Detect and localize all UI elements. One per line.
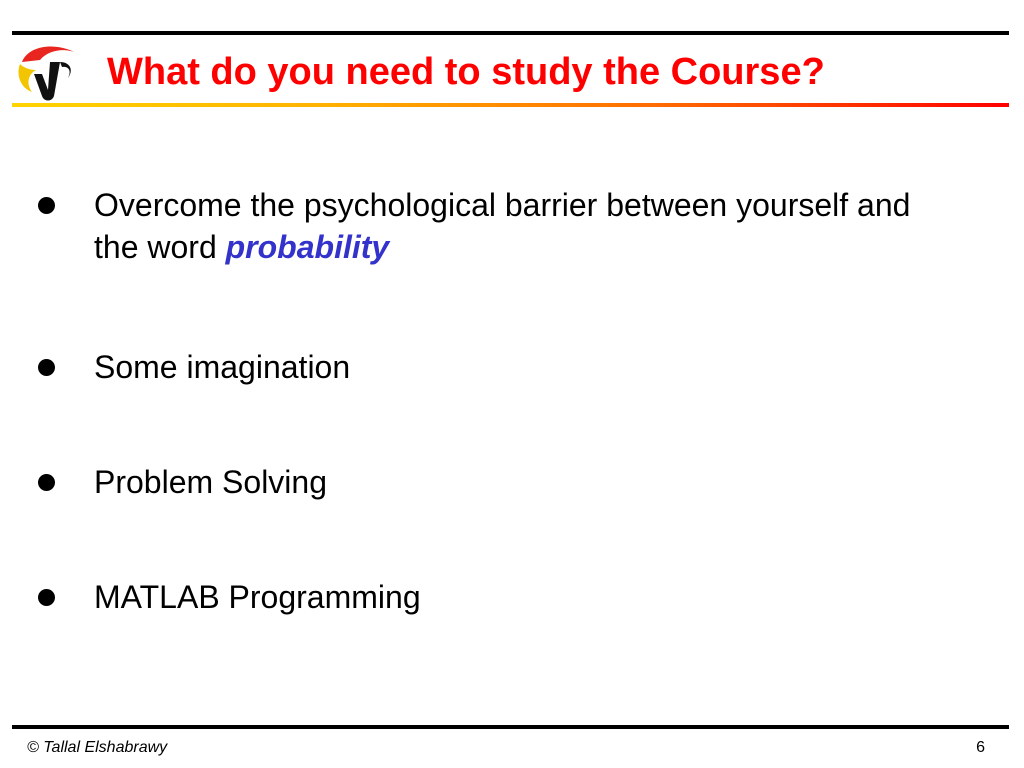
bottom-divider [12, 725, 1009, 729]
slide-title: What do you need to study the Course? [107, 51, 825, 93]
bullet-text: Problem Solving [94, 464, 327, 500]
bullet-dot-icon [38, 589, 55, 606]
bullet-text-main: Overcome the psychological barrier between yourself and the word [94, 187, 911, 265]
bullet-text: Some imagination [94, 349, 351, 385]
bullet-emphasis-word: probability [225, 229, 390, 265]
page-number: 6 [976, 739, 985, 756]
footer-copyright: © Tallal Elshabrawy [27, 739, 168, 756]
bullet-dot-icon [38, 197, 55, 214]
bullet-text [94, 184, 934, 268]
bullet-text: MATLAB Programming [94, 579, 421, 615]
bullet-dot-icon [38, 474, 55, 491]
bullet-dot-icon [38, 359, 55, 376]
